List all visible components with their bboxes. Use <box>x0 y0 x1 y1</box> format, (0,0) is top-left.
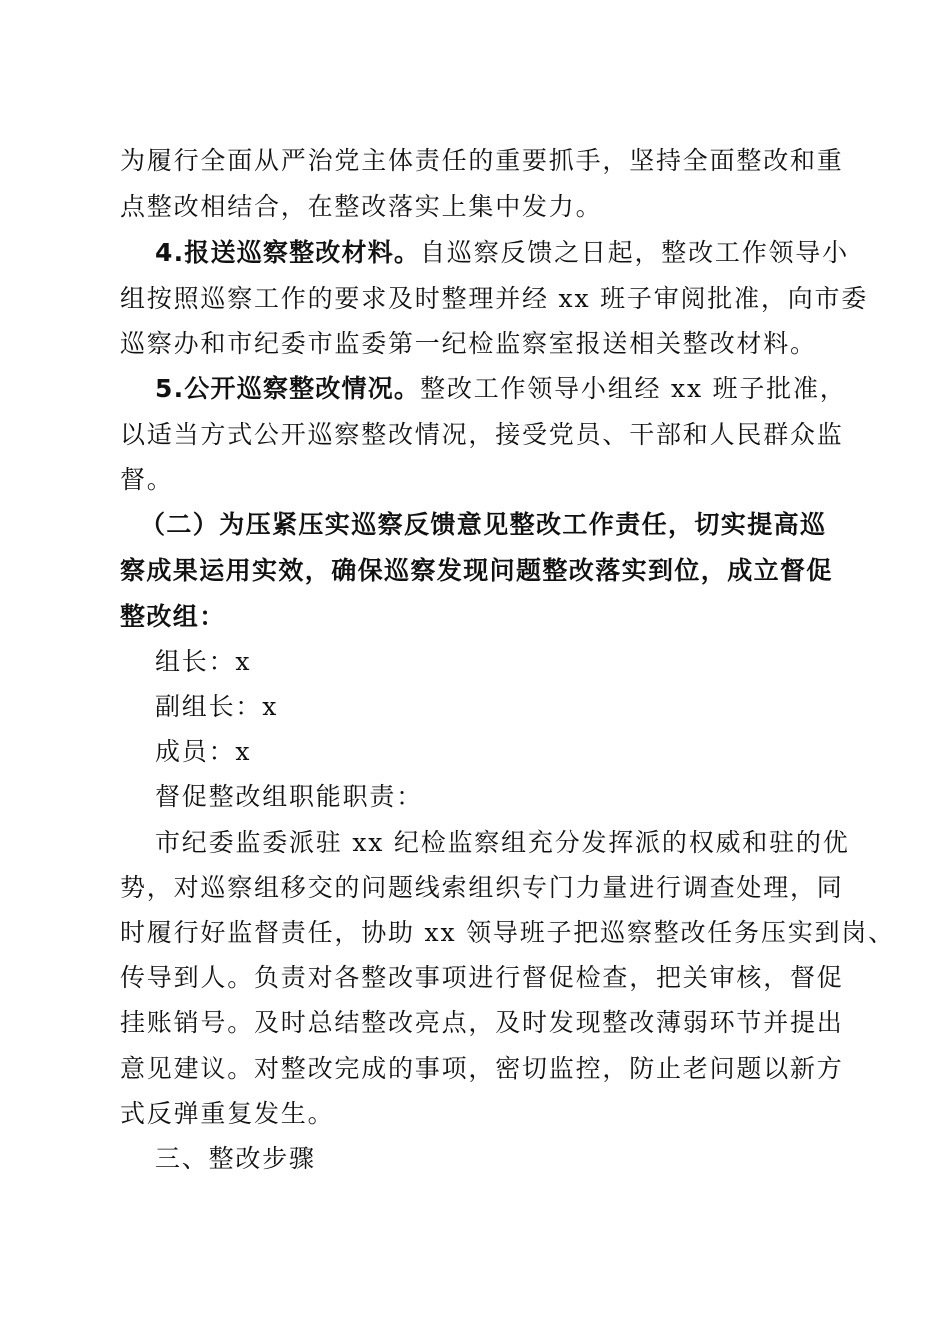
paragraph-line: 挂账销号。及时总结整改亮点，及时发现整改薄弱环节并提出 <box>120 1008 844 1037</box>
item-5-first-line <box>155 374 847 404</box>
section-3-heading: 三、整改步骤 <box>155 1144 316 1173</box>
leader-line: 组长：x <box>155 647 252 676</box>
paragraph-line: 传导到人。负责对各整改事项进行督促检查，把关审核，督促 <box>120 963 844 992</box>
paragraph-line: 市纪委监委派驻 xx 纪检监察组充分发挥派的权威和驻的优 <box>155 828 850 857</box>
paragraph-line: 意见建议。对整改完成的事项，密切监控，防止老问题以新方 <box>120 1054 844 1083</box>
item-4-title: 4.报送巡察整改材料。 <box>155 238 421 267</box>
paragraph-line: 势，对巡察组移交的问题线索组织专门力量进行调查处理，同 <box>120 873 844 902</box>
heading-line: 整改组： <box>120 602 226 631</box>
deputy-leader-line: 副组长：x <box>155 692 279 721</box>
paragraph-line: 点整改相结合，在整改落实上集中发力。 <box>120 192 603 221</box>
item-5-text: 整改工作领导小组经 xx 班子批准， <box>420 374 847 403</box>
item-4-text: 自巡察反馈之日起，整改工作领导小 <box>420 238 849 267</box>
paragraph-line: 组按照巡察工作的要求及时整理并经 xx 班子审阅批准，向市委 <box>120 284 869 313</box>
heading-line: （二）为压紧压实巡察反馈意见整改工作责任，切实提高巡 <box>140 510 827 539</box>
paragraph-line: 督。 <box>120 465 174 494</box>
duties-heading: 督促整改组职能职责： <box>155 782 424 811</box>
heading-line: 察成果运用实效，确保巡察发现问题整改落实到位，成立督促 <box>120 556 833 585</box>
item-5-title: 5.公开巡察整改情况。 <box>155 374 421 403</box>
paragraph-line: 以适当方式公开巡察整改情况，接受党员、干部和人民群众监 <box>120 420 844 449</box>
paragraph-line: 时履行好监督责任，协助 xx 领导班子把巡察整改任务压实到岗、 <box>120 918 895 947</box>
members-line: 成员：x <box>155 737 252 766</box>
paragraph-line: 为履行全面从严治党主体责任的重要抓手，坚持全面整改和重 <box>120 146 844 175</box>
item-4-first-line <box>155 238 849 268</box>
paragraph-line: 巡察办和市纪委市监委第一纪检监察室报送相关整改材料。 <box>120 329 817 358</box>
paragraph-line: 式反弹重复发生。 <box>120 1099 335 1128</box>
